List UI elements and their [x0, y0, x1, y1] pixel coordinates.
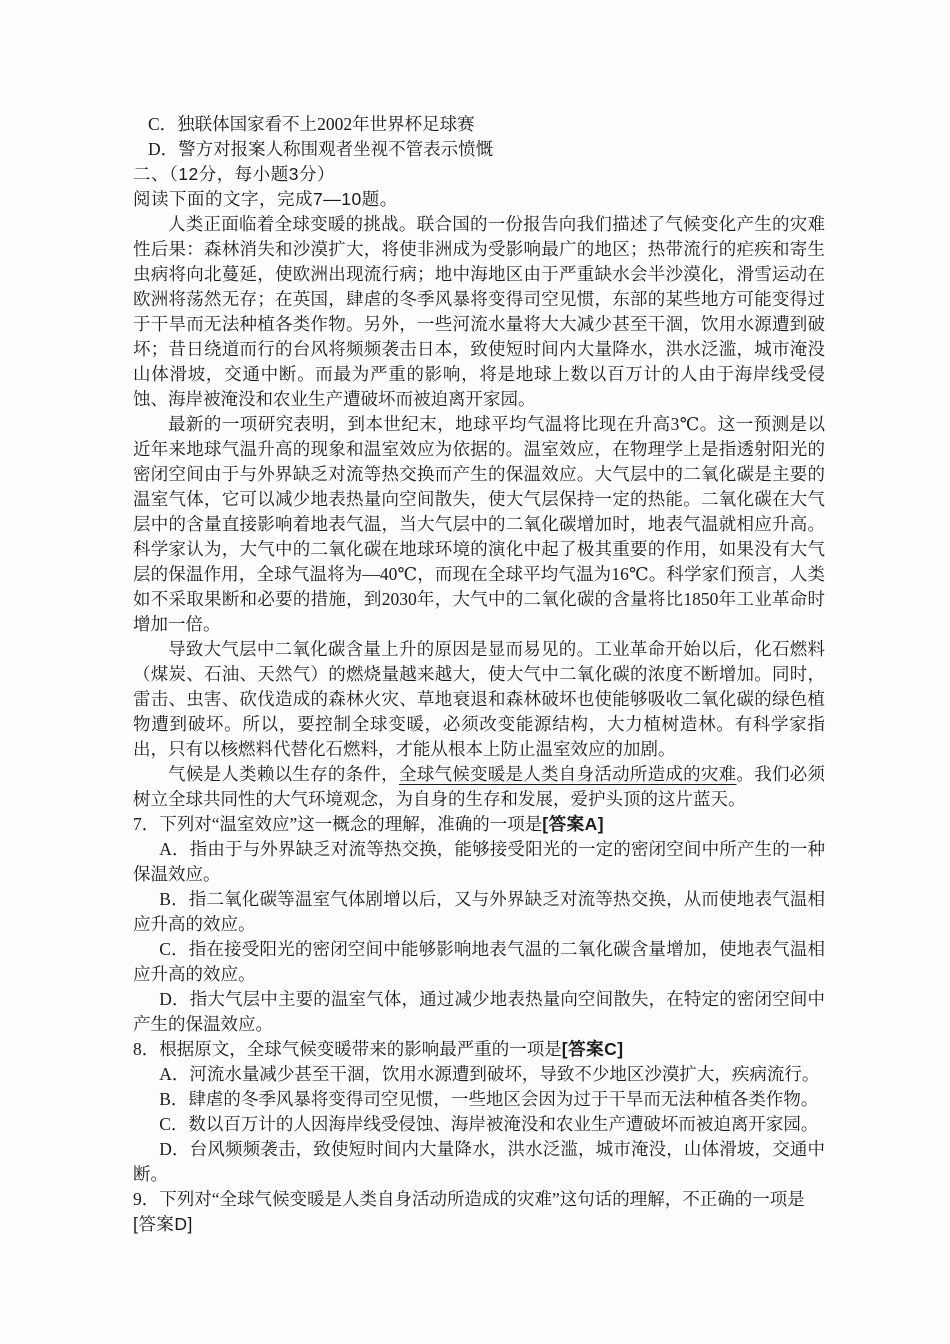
paragraph-4-underlined-thesis: 全球气候变暖是人类自身活动所造成的灾难 — [398, 764, 737, 784]
question-8-option-a: A．河流水量减少甚至干涸，饮用水源遭到破坏，导致不少地区沙漠扩大，疾病流行。 — [159, 1064, 820, 1084]
question-9-stem: 9．下列对“全球气候变暖是人类自身活动所造成的灾难”这句话的理解，不正确的一项是 — [133, 1189, 805, 1209]
question-9 — [133, 1187, 825, 1237]
question-7 — [133, 812, 825, 1037]
question-8-answer-badge: [答案C] — [561, 1039, 624, 1059]
prior-question-option-d: D．警方对报案人称围观者坐视不管表示愤慨 — [148, 139, 494, 159]
question-8-option-b: B．肆虐的冬季风暴将变得司空见惯，一些地区会因为过于干旱而无法种植各类作物。 — [159, 1089, 819, 1109]
section-heading: 二、（12分，每小题3分） — [133, 164, 335, 184]
passage-paragraph-2: 最新的一项研究表明，到本世纪末，地球平均气温将比现在升高3℃。这一预测是以近年来地球气温升高的现象和温室效应为依据的。温室效应，在物理学上是指透射阳光的密闭空间由于与外界缺乏对流等热交换而产生的保温效应。大气层中的二氧化碳是主要的温室气体，它可以减少地表热量向空间散失，使大气层保持一定的热能。二氧化碳在大气层中的含量直接影响着地表气温，当大气层中的二氧化碳增加时，地表气温就相应升高。科学家认为，大气中的二氧化碳在地球环境的演化中起了极其重要的作用，如果没有大气层的保温作用，全球气温将为—40℃，而现在全球平均气温为16℃。科学家们预言，人类如不采取果断和必要的措施，到2030年，大气中的二氧化碳的含量将比1850年工业革命时增加一倍。 — [133, 414, 825, 634]
question-8 — [133, 1037, 825, 1187]
passage-paragraph-1: 人类正面临着全球变暖的挑战。联合国的一份报告向我们描述了气候变化产生的灾难性后果：森林消失和沙漠扩大，将使非洲成为受影响最广的地区；热带流行的疟疾和寄生虫病将向北蔓延，使欧洲出现流行病；地中海地区由于严重缺水会半沙漠化，滑雪运动在欧洲将荡然无存；在英国，肆虐的冬季风暴将变得司空见惯，东部的某些地方可能变得过于干旱而无法种植各类作物。另外，一些河流水量将大大减少甚至干涸，饮用水源遭到破坏；昔日绕道而行的台风将频频袭击日本，致使短时间内大量降水，洪水泛滥，城市淹没山体滑坡，交通中断。而最为严重的影响，将是地球上数以百万计的人由于海岸线受侵蚀、海岸被淹没和农业生产遭破坏而被迫离开家园。 — [133, 214, 825, 409]
question-8-option-c: C．数以百万计的人因海岸线受侵蚀、海岸被淹没和农业生产遭破坏而被迫离开家园。 — [159, 1114, 819, 1134]
question-7-option-c: C．指在接受阳光的密闭空间中能够影响地表气温的二氧化碳含量增加，使地表气温相应升高的效应。 — [133, 939, 825, 984]
passage-paragraph-3: 导致大气层中二氧化碳含量上升的原因是显而易见的。工业革命开始以后，化石燃料（煤炭、石油、天然气）的燃烧量越来越大，使大气中二氧化碳的浓度不断增加。同时，雷击、虫害、砍伐造成的森林火灾、草地衰退和森林破坏也使能够吸收二氧化碳的绿色植物遭到破坏。所以，要控制全球变暖，必须改变能源结构，大力植树造林。有科学家指出，只有以核燃料代替化石燃料，才能从根本上防止温室效应的加剧。 — [133, 639, 825, 759]
question-7-option-a: A．指由于与外界缺乏对流等热交换，能够接受阳光的一定的密闭空间中所产生的一种保温效应。 — [133, 839, 825, 884]
question-7-stem — [133, 812, 825, 837]
paragraph-4-tail-text: 。我们必须树立全球共同性的大气环境观念，为自身的生存和发展，爱护头顶的这片蓝天。 — [133, 764, 826, 809]
reading-instruction: 阅读下面的文字，完成7—10题。 — [133, 189, 398, 209]
question-7-option-b: B．指二氧化碳等温室气体剧增以后，又与外界缺乏对流等热交换，从而使地表气温相应升高的效应。 — [133, 889, 825, 934]
paragraph-4-lead-text: 气候是人类赖以生存的条件， — [168, 764, 399, 784]
passage-paragraph-4 — [133, 762, 825, 812]
question-8-option-d: D．台风频频袭击，致使短时间内大量降水，洪水泛滥，城市淹没，山体滑坡，交通中断。 — [133, 1139, 825, 1184]
question-7-option-d: D．指大气层中主要的温室气体，通过减少地表热量向空间散失，在特定的密闭空间中产生的保温效应。 — [133, 989, 825, 1034]
question-7-stem-text: 7．下列对“温室效应”这一概念的理解，准确的一项是 — [133, 814, 543, 834]
question-7-answer-badge: [答案A] — [542, 814, 605, 834]
question-9-answer-badge: [答案D] — [133, 1214, 193, 1234]
question-8-stem-text: 8．根据原文，全球气候变暖带来的影响最严重的一项是 — [133, 1039, 562, 1059]
prior-question-option-c: C．独联体国家看不上2002年世界杯足球赛 — [148, 114, 475, 134]
question-8-stem — [133, 1037, 825, 1062]
